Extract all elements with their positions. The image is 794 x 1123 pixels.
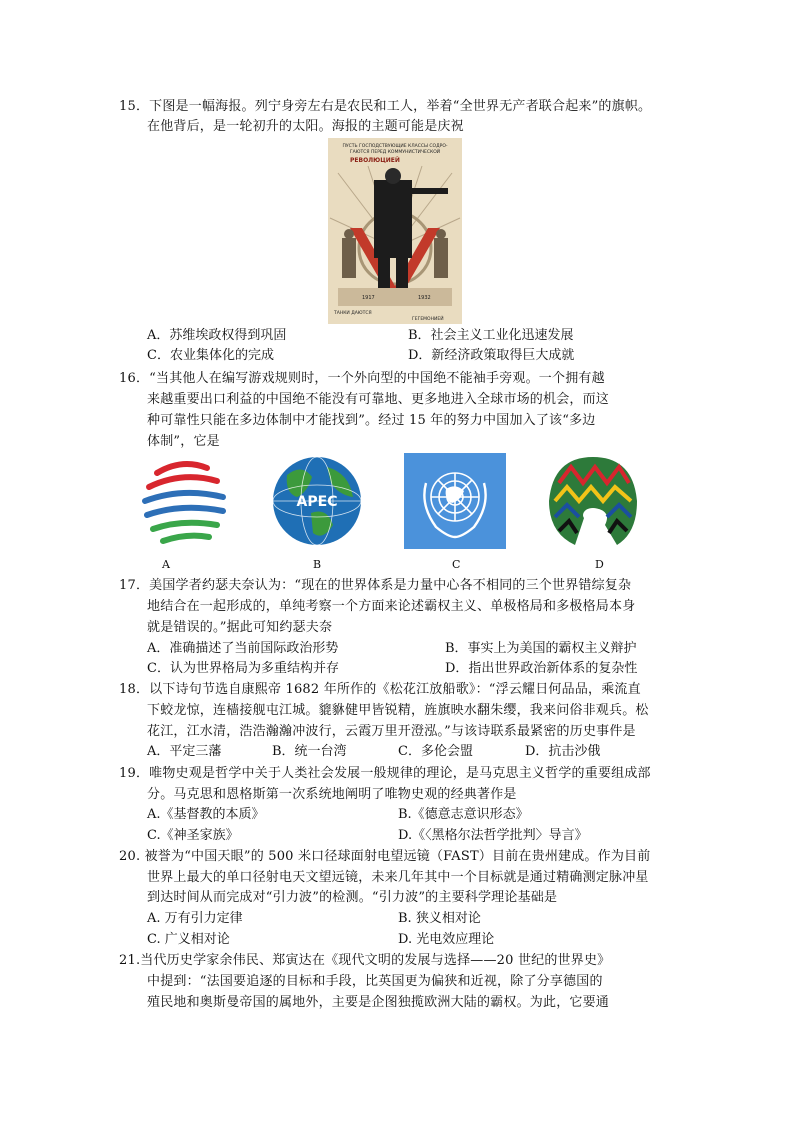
- logo-label-d: D: [595, 558, 604, 571]
- q18-line-1: 18．以下诗句节选自康熙帝 1682 年所作的《松花江放船歌》：“浮云耀日何品品，乘流直: [119, 682, 641, 697]
- q17-option-b: B．事实上为美国的霸权主义辩护: [445, 641, 637, 656]
- poster-top-text-2: ГАЮТСЯ ПЕРЕД КОММУНИСТИЧЕСКОЙ: [349, 150, 441, 155]
- q21-line-3: 殖民地和奥斯曼帝国的属地外，主要是企图独揽欧洲大陆的霸权。为此，它要通: [147, 995, 610, 1010]
- q20-option-b: B. 狭义相对论: [398, 911, 481, 926]
- q15-option-d: D．新经济政策取得巨大成就: [408, 348, 575, 363]
- q16-line-4: 体制”，它是: [147, 434, 220, 449]
- q20-line-1: 20. 被誉为“中国天眼”的 500 米口径球面射电望远镜（FAST）目前在贵州建成。作为目前: [119, 849, 651, 864]
- poster-bottom-text-2: ГЕГЕМОНИЕЙ: [412, 317, 444, 322]
- q19-line-1: 19．唯物史观是哲学中关于人类社会发展一般规律的理论，是马克思主义哲学的重要组成部: [119, 766, 651, 781]
- q18-line-2: 下蛟龙惊，连樯接舰屯江城。貔貅健甲皆锐精，旌旗映水翻朱缨，我来问俗非观兵。松: [147, 703, 649, 718]
- q21-line-2: 中提到：“法国要追逐的目标和手段，比英国更为偏狭和近视，除了分享德国的: [147, 974, 603, 989]
- q18-option-a: A．平定三藩: [147, 744, 222, 759]
- poster-year-right: 1932: [418, 295, 431, 301]
- q20-line-2: 世界上最大的单口径射电天文望远镜，未来几年其中一个目标就是通过精确测定脉冲星: [147, 870, 649, 885]
- poster-year-left: 1917: [362, 295, 375, 301]
- q18-option-c: C．多伦会盟: [398, 744, 473, 759]
- q16-line-3: 种可靠性只能在多边体制中才能找到”。经过 15 年的努力中国加入了该“多边: [147, 413, 596, 428]
- q18-line-3: 花江，江水清，浩浩瀚瀚冲波行，云霞万里开澄泓。”与该诗联系最紧密的历史事件是: [147, 724, 636, 739]
- poster-bottom-text-1: ТАНКИ ДАЮТСЯ: [334, 311, 372, 316]
- q18-option-d: D．抗击沙俄: [525, 744, 601, 759]
- q15-option-a: A．苏维埃政权得到巩固: [147, 328, 287, 343]
- q15-line-1: 15．下图是一幅海报。列宁身旁左右是农民和工人，举着“全世界无产者联合起来”的旗帜。: [119, 99, 652, 114]
- q20-option-c: C. 广义相对论: [147, 932, 230, 947]
- q17-option-a: A．准确描述了当前国际政治形势: [147, 641, 339, 656]
- logo-label-c: C: [452, 558, 461, 571]
- logo-label-b: B: [313, 558, 322, 571]
- q20-option-d: D. 光电效应理论: [398, 932, 495, 947]
- q18-option-b: B．统一台湾: [272, 744, 347, 759]
- q19-option-a: A.《基督教的本质》: [147, 807, 265, 822]
- q17-line-1: 17．美国学者约瑟夫奈认为：“现在的世界体系是力量中心各不相同的三个世界错综复杂: [119, 578, 632, 593]
- un-logo-image: [404, 453, 506, 549]
- apec-logo-image: [267, 453, 367, 549]
- q17-line-2: 地结合在一起形成的，单纯考察一个方面来论述霸权主义、单极格局和多极格局本身: [147, 599, 636, 614]
- q19-option-d: D.《〈黑格尔法哲学批判〉导言》: [398, 828, 588, 843]
- poster-top-word: РЕВОЛЮЦИЕЙ: [350, 157, 400, 164]
- q15-option-b: B．社会主义工业化迅速发展: [408, 328, 574, 343]
- q15-line-2: 在他背后，是一轮初升的太阳。海报的主题可能是庆祝: [147, 119, 464, 134]
- logo-label-a: A: [162, 558, 170, 571]
- q17-option-d: D．指出世界政治新体系的复杂性: [445, 661, 638, 676]
- beaded-emblem-image: [545, 453, 641, 549]
- wto-logo-image: [137, 453, 235, 549]
- q20-option-a: A. 万有引力定律: [147, 911, 243, 926]
- q19-line-2: 分。马克思和恩格斯第一次系统地阐明了唯物史观的经典著作是: [147, 787, 517, 802]
- apec-logo-text: APEC: [296, 494, 338, 510]
- q16-line-2: 来越重要出口利益的中国绝不能没有可靠地、更多地进入全球市场的机会，而这: [147, 392, 610, 407]
- q17-option-c: C．认为世界格局为多重结构并存: [147, 661, 339, 676]
- lenin-poster-image: [328, 138, 462, 324]
- q21-line-1: 21.当代历史学家余伟民、郑寅达在《现代文明的发展与选择——20 世纪的世界史》: [119, 953, 611, 968]
- q20-line-3: 到达时间从而完成对“引力波”的检测。“引力波”的主要科学理论基础是: [147, 890, 558, 905]
- q16-line-1: 16．“当其他人在编写游戏规则时，一个外向型的中国绝不能袖手旁观。一个拥有越: [119, 371, 605, 386]
- q19-option-b: B.《德意志意识形态》: [398, 807, 529, 822]
- q19-option-c: C.《神圣家族》: [147, 828, 239, 843]
- poster-top-text-1: ПУСТЬ ГОСПОДСТВУЮЩИЕ КЛАССЫ СОДРО-: [342, 144, 448, 149]
- q15-option-c: C．农业集体化的完成: [147, 348, 274, 363]
- q17-line-3: 就是错误的。”据此可知约瑟夫奈: [147, 620, 333, 635]
